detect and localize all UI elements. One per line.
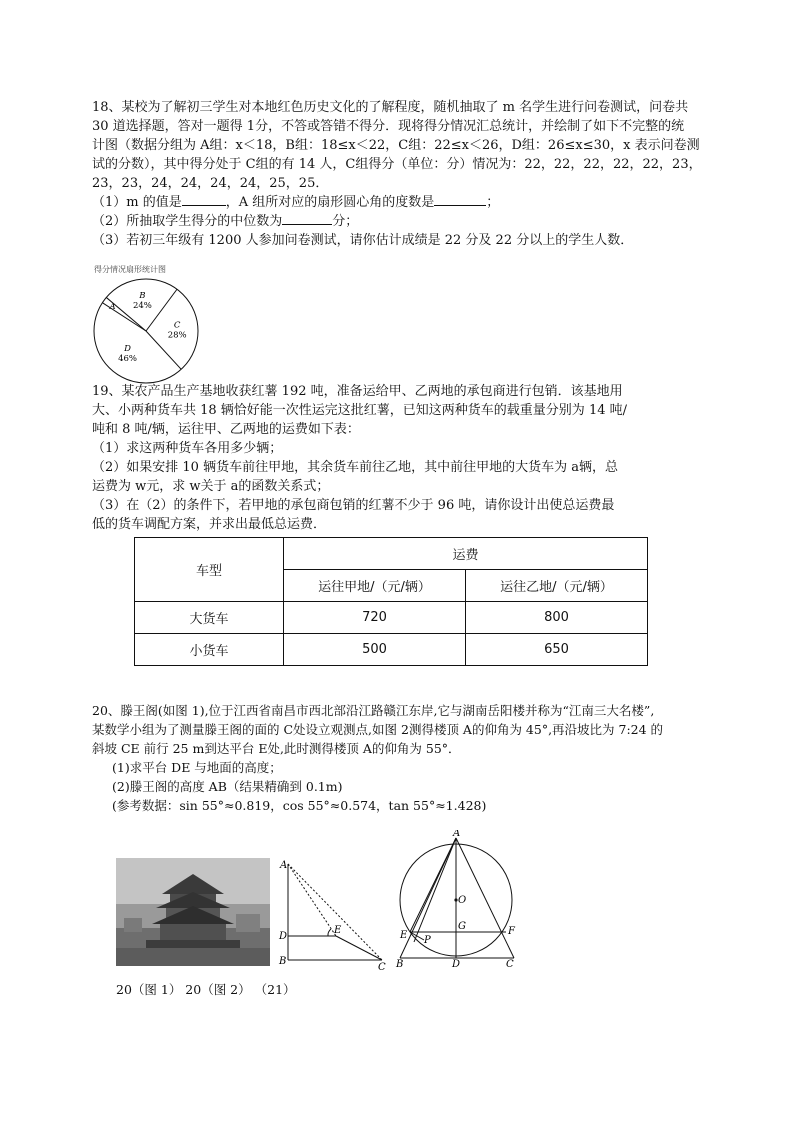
pie-chart [91,276,201,386]
label-c: C [378,962,386,973]
label-a: A [280,860,288,871]
table-row: 小货车 500 650 [135,634,648,666]
q19-line-4: （1）求这两种货车各用多少辆； [92,441,283,456]
label-g: G [458,921,466,932]
q20-line-1: 20、滕王阁(如图 1),位于江西省南昌市西北部沿江路赣江东岸,它与湖南岳阳楼并称为“江南三大名楼”, [92,703,655,718]
pie-slice-label-a: A [109,302,116,313]
header-to-jia: 运往甲地/（元/辆） [284,570,466,602]
label-e: E [400,930,408,941]
pie-slice-label-b: B [139,291,146,302]
q19-line-3: 吨和 8 吨/辆，运往甲、乙两地的运费如下表： [92,422,360,437]
q20-sub-1: (1)求平台 DE 与地面的高度； [112,760,282,775]
q18-text [92,98,712,250]
label-b: B [396,959,404,968]
label-a: A [453,830,461,839]
pie-slice-label-c: C [173,320,181,331]
pie-chart-title: 得分情况扇形统计图 [94,265,166,274]
header-freight: 运费 [284,538,648,570]
q18-sub-2: （2）所抽取学生得分的中位数为 分； [92,214,359,229]
label-b: B [279,956,287,967]
label-e: E [334,925,342,936]
q20-line-2: 某数学小组为了测量滕王阁的面的 C处设立观测点,如图 2测得楼顶 A的仰角为 45°,再沿坡比为 7:24 的 [92,722,664,737]
tengwang-pavilion-photo [116,858,270,966]
q20-text [92,701,712,815]
freight-table [134,537,648,666]
q18-sub-1: （1）m 的值是 ，A 组所对应的扇形圆心角的度数是 ； [92,195,500,210]
q19-line-2: 大、小两种货车共 18 辆恰好能一次性运完这批红薯，已知这两种货车的载重量分别为 14 吨/ [92,403,627,418]
answer-blank-angle [434,193,486,206]
label-p: P [424,935,431,946]
header-vehicle-type: 车型 [135,538,284,602]
q20-line-3: 斜坡 CE 前行 25 m到达平台 E处,此时测得楼顶 A的仰角为 55°． [92,741,461,756]
pie-slice-value-c: 28% [167,330,187,341]
q19-line-8: 低的货车调配方案，并求出最低总运费． [92,517,327,532]
q18-line-2: 30 道选择题，答对一题得 1分，不答或答错不得分．现将得分情况汇总统计，并绘制了如下不完整的统 [92,119,685,134]
answer-blank-m [182,193,226,206]
label-d: D [279,931,288,942]
header-to-yi: 运往乙地/（元/辆） [466,570,648,602]
answer-blank-median [282,212,332,225]
pie-slice-value-b: 24% [132,301,152,312]
q18-line-1: 18、某校为了解初三学生对本地红色历史文化的了解程度，随机抽取了 m 名学生进行问卷测试，问卷共 [92,100,689,115]
q19-line-6: 运费为 w元，求 w关于 a的函数关系式； [92,479,330,494]
q18-line-3: 计图（数据分组为 A组：x＜18，B组：18≤x＜22，C组：22≤x＜26，D组：26≤x≤30，x 表示问卷测 [92,138,700,153]
q20-sub-2: (2)滕王阁的高度 AB（结果精确到 0.1m) [112,779,343,794]
label-f: F [508,926,515,937]
q20-reference: (参考数据：sin 55°≈0.819，cos 55°≈0.574，tan 55°≈1.428) [112,798,487,813]
figure-caption: 20（图 1） 20（图 2） （21） [116,982,296,997]
q18-line-5: 23，23，24，24，24，24，25，25． [92,176,329,191]
label-o: O [458,895,467,906]
figure-21-circle-diagram [394,830,524,968]
q19-line-5: （2）如果安排 10 辆货车前往甲地，其余货车前往乙地，其中前往甲地的大货车为 a辆，总 [92,460,618,475]
q18-line-4: 试的分数），其中得分处于 C组的有 14 人，C组得分（单位：分）情况为：22，22，22，22，22，23， [92,157,702,172]
q19-line-1: 19、某农产品生产基地收获红薯 192 吨，准备运给甲、乙两地的承包商进行包销．该基地用 [92,384,623,399]
figure-2-elevation-diagram [278,856,390,974]
pie-slice-label-d: D [124,343,131,354]
pie-slice-value-d: 46% [118,353,137,364]
label-c: C [506,959,514,968]
table-row: 大货车 720 800 [135,602,648,634]
q19-line-7: （3）在（2）的条件下，若甲地的承包商包销的红薯不少于 96 吨，请你设计出使总运费最 [92,498,615,513]
q19-text [92,382,712,534]
q18-sub-3: （3）若初三年级有 1200 人参加问卷测试，请你估计成绩是 22 分及 22 分以上的学生人数． [92,233,634,248]
label-d: D [452,959,461,968]
